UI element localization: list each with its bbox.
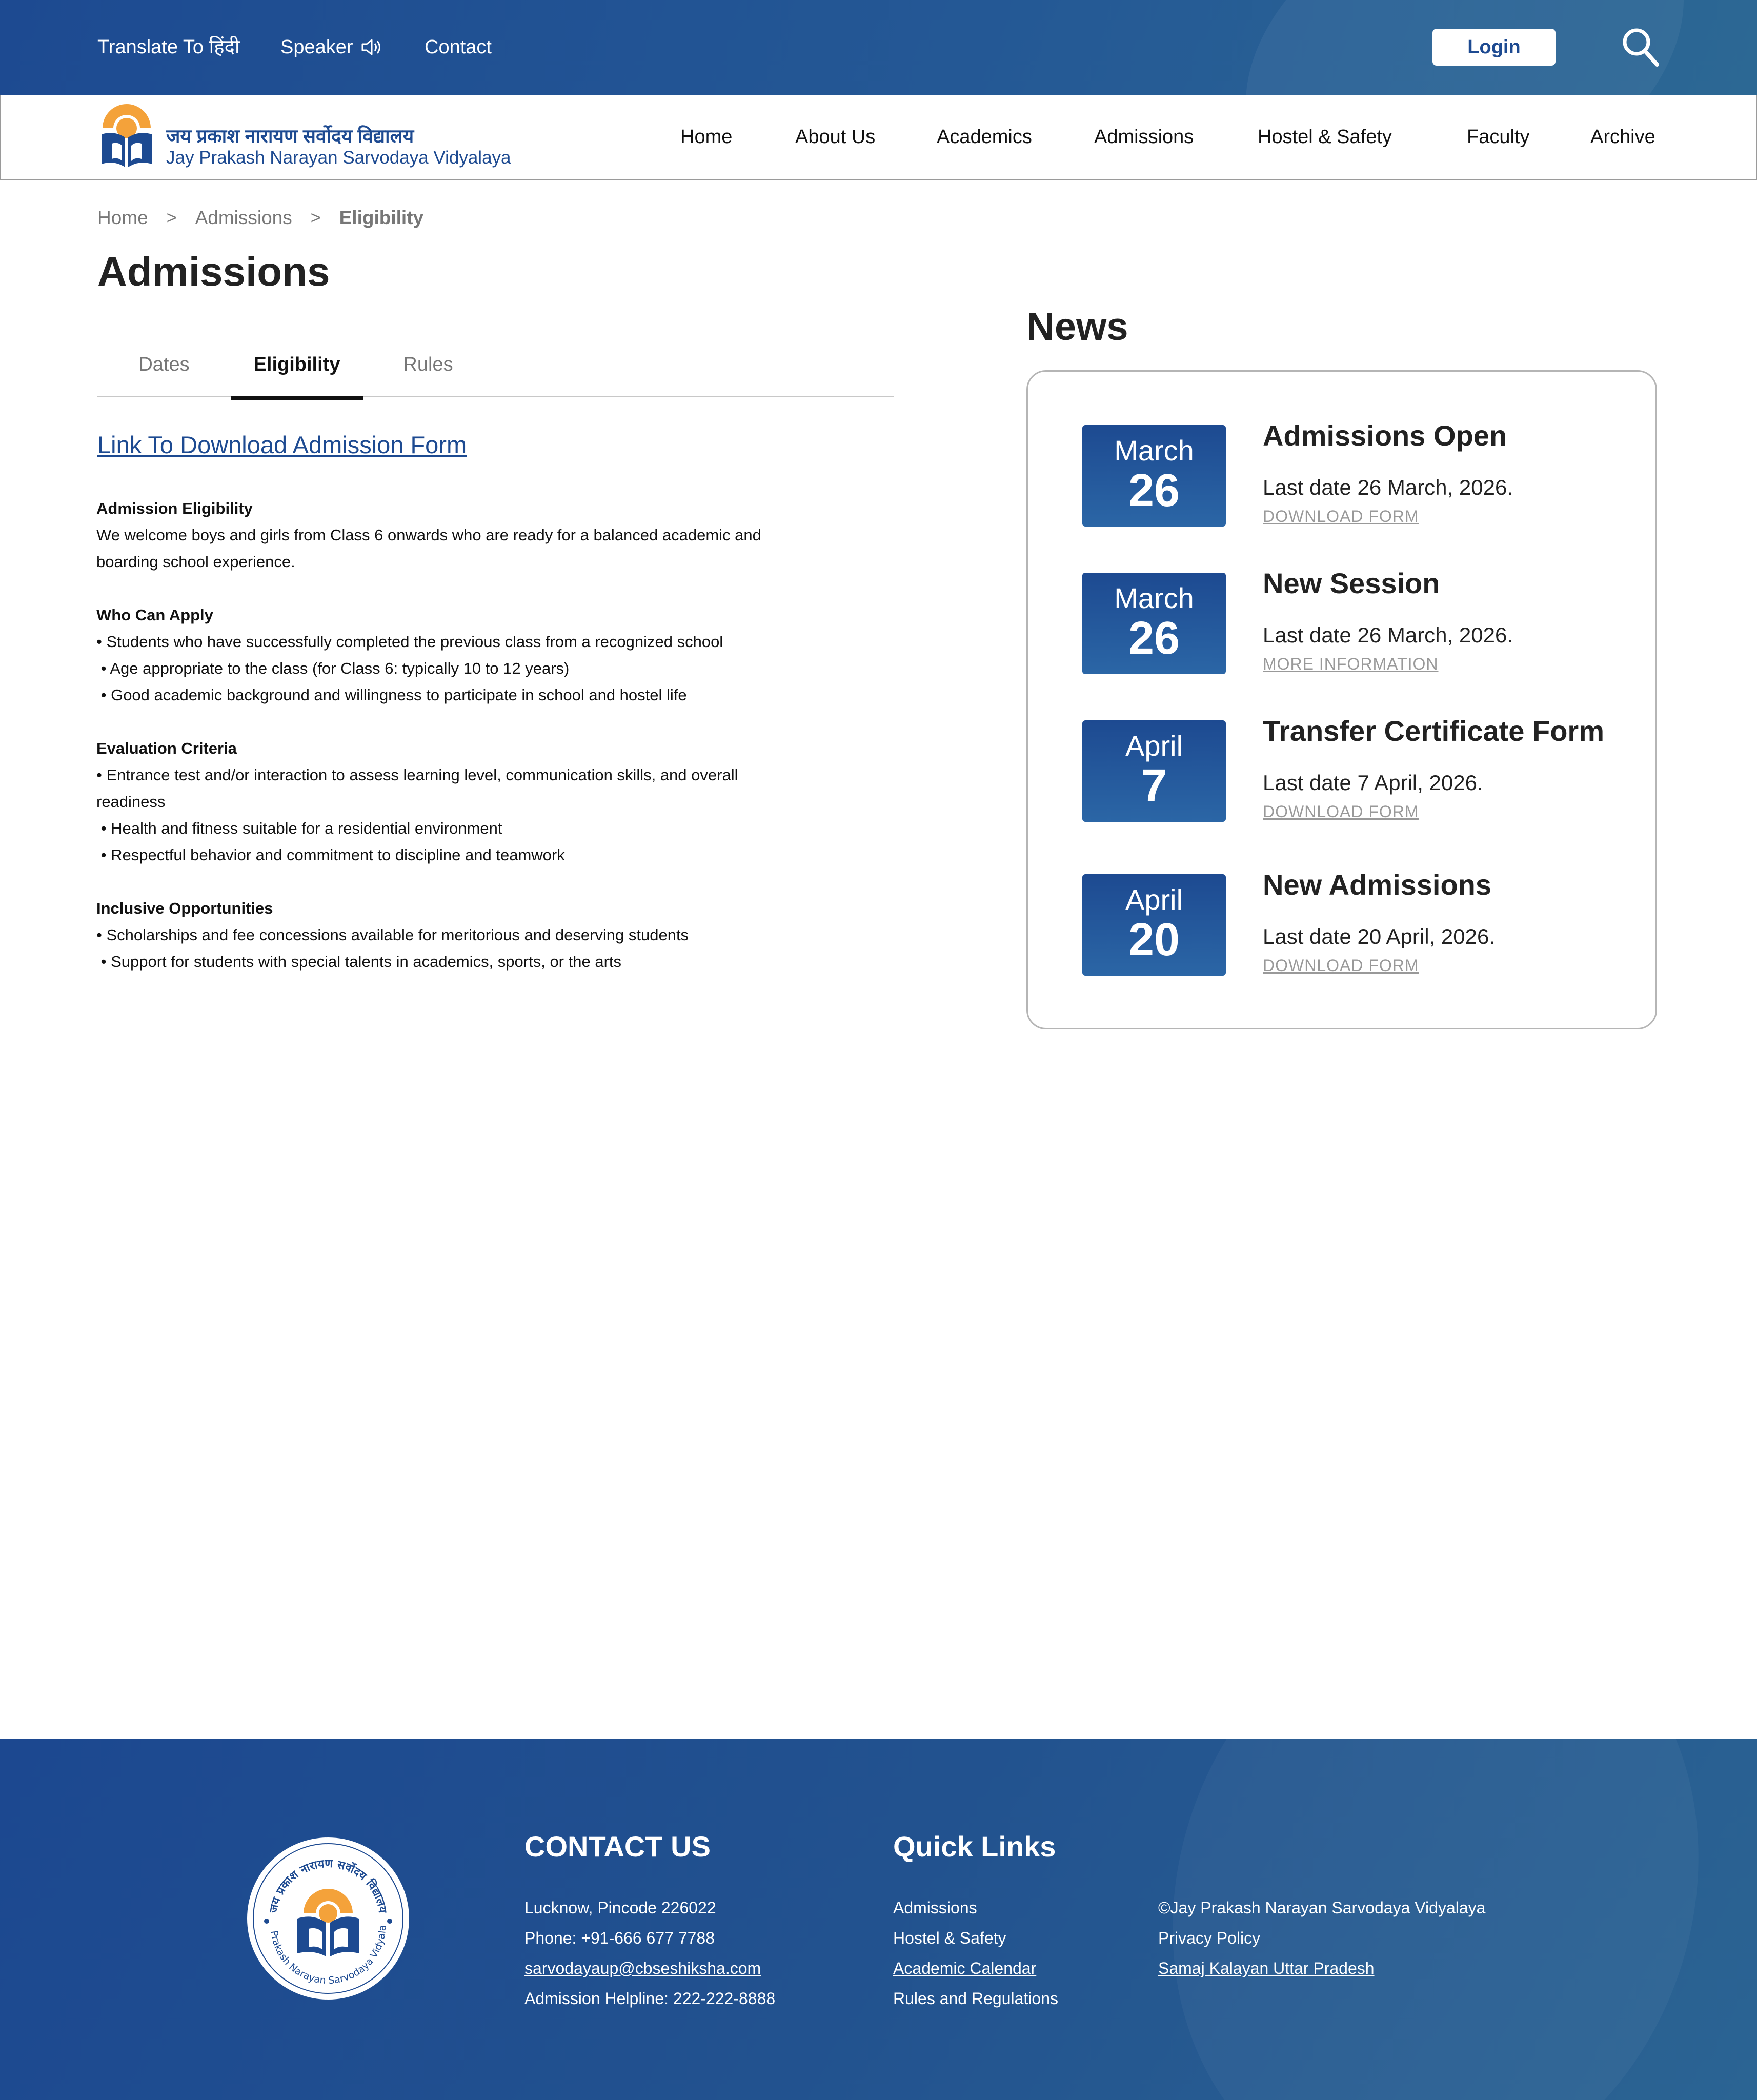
section-line: • Respectful behavior and commitment to discipline and teamwork (96, 846, 565, 864)
news-month: March (1114, 582, 1194, 614)
brand-name-english: Jay Prakash Narayan Sarvodaya Vidyalaya (166, 148, 511, 168)
news-title: News (1026, 305, 1128, 349)
footer-contact-title: CONTACT US (524, 1830, 711, 1863)
breadcrumb-separator: > (166, 208, 177, 228)
news-date-badge (1082, 573, 1226, 674)
section-title: Evaluation Criteria (96, 739, 237, 757)
tab-rules[interactable]: Rules (403, 354, 453, 375)
news-subtext: Last date 20 April, 2026. (1263, 924, 1495, 948)
footer-seal-logo (246, 1836, 410, 2001)
footer-link-academic-calendar[interactable]: Academic Calendar (893, 1959, 1037, 1977)
footer-samaj-kalayan-link[interactable]: Samaj Kalayan Uttar Pradesh (1158, 1959, 1375, 1977)
breadcrumb-separator: > (310, 208, 321, 228)
contact-label: Contact (425, 36, 492, 58)
news-date-badge (1082, 874, 1226, 976)
search-icon (1620, 26, 1661, 69)
news-date-badge (1082, 720, 1226, 822)
section-line: • Health and fitness suitable for a residential environment (96, 819, 502, 837)
school-logo-icon (98, 103, 155, 169)
footer-helpline: Admission Helpline: 222-222-8888 (524, 1989, 776, 2008)
news-download-form-link[interactable]: DOWNLOAD FORM (1263, 956, 1419, 975)
site-footer (0, 1739, 1757, 2100)
section-who-can-apply (96, 602, 804, 709)
site-header (0, 95, 1757, 180)
tab-dates[interactable]: Dates (138, 354, 190, 375)
section-line: • Support for students with special talents in academics, sports, or the arts (96, 953, 621, 971)
news-download-form-link[interactable]: DOWNLOAD FORM (1263, 802, 1419, 821)
news-subtext: Last date 7 April, 2026. (1263, 771, 1483, 795)
news-day: 26 (1128, 465, 1180, 516)
section-line: readiness (96, 793, 166, 811)
nav-academics[interactable]: Academics (937, 126, 1032, 148)
breadcrumb-admissions[interactable]: Admissions (195, 207, 292, 228)
section-admission-eligibility (96, 495, 804, 575)
news-heading: New Admissions (1263, 869, 1492, 901)
section-evaluation-criteria (96, 735, 804, 869)
section-title: Admission Eligibility (96, 499, 253, 517)
nav-hostel-safety[interactable]: Hostel & Safety (1258, 126, 1392, 148)
login-button[interactable]: Login (1432, 29, 1556, 66)
footer-contact-list (524, 1893, 775, 2014)
news-heading: Admissions Open (1263, 419, 1507, 452)
tab-eligibility[interactable]: Eligibility (231, 354, 363, 400)
news-subtext: Last date 26 March, 2026. (1263, 475, 1513, 499)
footer-quick-links (893, 1893, 1058, 2014)
school-logo[interactable] (98, 103, 155, 169)
news-heading: New Session (1263, 567, 1440, 599)
translate-link[interactable] (97, 33, 240, 62)
footer-address: Lucknow, Pincode 226022 (524, 1899, 716, 1917)
school-seal-icon (246, 1836, 410, 2001)
admissions-tabs (97, 347, 894, 397)
news-item (1082, 715, 1646, 823)
speaker-label: Speaker (280, 36, 353, 58)
eligibility-content (96, 495, 804, 1002)
contact-link[interactable] (425, 33, 492, 62)
translate-label: Translate To हिंदी (97, 36, 240, 58)
top-bar (0, 0, 1757, 95)
footer-quick-links-title: Quick Links (893, 1830, 1056, 1863)
section-title: Inclusive Opportunities (96, 899, 273, 917)
brand-name-hindi: जय प्रकाश नारायण सर्वोदय विद्यालय (166, 126, 414, 147)
news-month: March (1114, 434, 1194, 467)
news-panel (1026, 370, 1657, 1029)
news-item (1082, 419, 1646, 528)
breadcrumb-current: Eligibility (339, 207, 424, 228)
footer-link-rules-regulations[interactable]: Rules and Regulations (893, 1989, 1058, 2008)
footer-link-hostel-safety[interactable]: Hostel & Safety (893, 1929, 1006, 1947)
breadcrumb-home[interactable]: Home (97, 207, 148, 228)
section-line: • Age appropriate to the class (for Class 6: typically 10 to 12 years) (96, 659, 570, 677)
news-month: April (1125, 883, 1183, 916)
section-line: • Scholarships and fee concessions available for meritorious and deserving students (96, 926, 689, 944)
nav-home[interactable]: Home (680, 126, 733, 148)
breadcrumb (97, 207, 423, 229)
section-title: Who Can Apply (96, 606, 213, 624)
nav-admissions[interactable]: Admissions (1094, 126, 1194, 148)
news-day: 26 (1128, 613, 1180, 664)
news-more-information-link[interactable]: MORE INFORMATION (1263, 655, 1439, 673)
nav-archive[interactable]: Archive (1590, 126, 1655, 148)
footer-link-admissions[interactable]: Admissions (893, 1899, 977, 1917)
footer-phone: Phone: +91-666 677 7788 (524, 1929, 715, 1947)
search-button[interactable] (1620, 26, 1661, 69)
section-line: boarding school experience. (96, 553, 295, 571)
news-item (1082, 869, 1646, 977)
nav-about-us[interactable]: About Us (795, 126, 876, 148)
page-title: Admissions (97, 249, 330, 294)
news-heading: Transfer Certificate Form (1263, 715, 1604, 747)
section-inclusive-opportunities (96, 895, 804, 975)
news-download-form-link[interactable]: DOWNLOAD FORM (1263, 507, 1419, 526)
news-item (1082, 567, 1646, 675)
news-day: 7 (1141, 760, 1167, 812)
download-admission-form-link[interactable]: Link To Download Admission Form (97, 431, 467, 458)
section-line: We welcome boys and girls from Class 6 onwards who are ready for a balanced academic and (96, 526, 761, 544)
footer-legal (1158, 1893, 1485, 1984)
section-line: • Students who have successfully completed the previous class from a recognized school (96, 633, 723, 651)
speaker-icon (360, 38, 383, 56)
section-line: • Good academic background and willingness to participate in school and hostel life (96, 686, 687, 704)
footer-email-link[interactable]: sarvodayaup@cbseshiksha.com (524, 1959, 761, 1977)
news-month: April (1125, 730, 1183, 762)
news-day: 20 (1128, 914, 1180, 965)
news-date-badge (1082, 425, 1226, 527)
svg-text:Jay Prakash Narayan Sarvodaya: Prakash Narayan Sarvodaya Vidyala (268, 1925, 389, 1987)
footer-privacy-policy-link[interactable]: Privacy Policy (1158, 1929, 1261, 1947)
footer-copyright: ©Jay Prakash Narayan Sarvodaya Vidyalaya (1158, 1899, 1486, 1917)
speaker-button[interactable] (280, 33, 383, 62)
nav-faculty[interactable]: Faculty (1467, 126, 1530, 148)
svg-text:जय प्रकाश नारायण सर्वोदय विद्य: जय प्रकाश नारायण सर्वोदय विद्यालय (267, 1857, 389, 1914)
section-line: • Entrance test and/or interaction to assess learning level, communication skills, and overall (96, 766, 738, 784)
news-subtext: Last date 26 March, 2026. (1263, 623, 1513, 647)
